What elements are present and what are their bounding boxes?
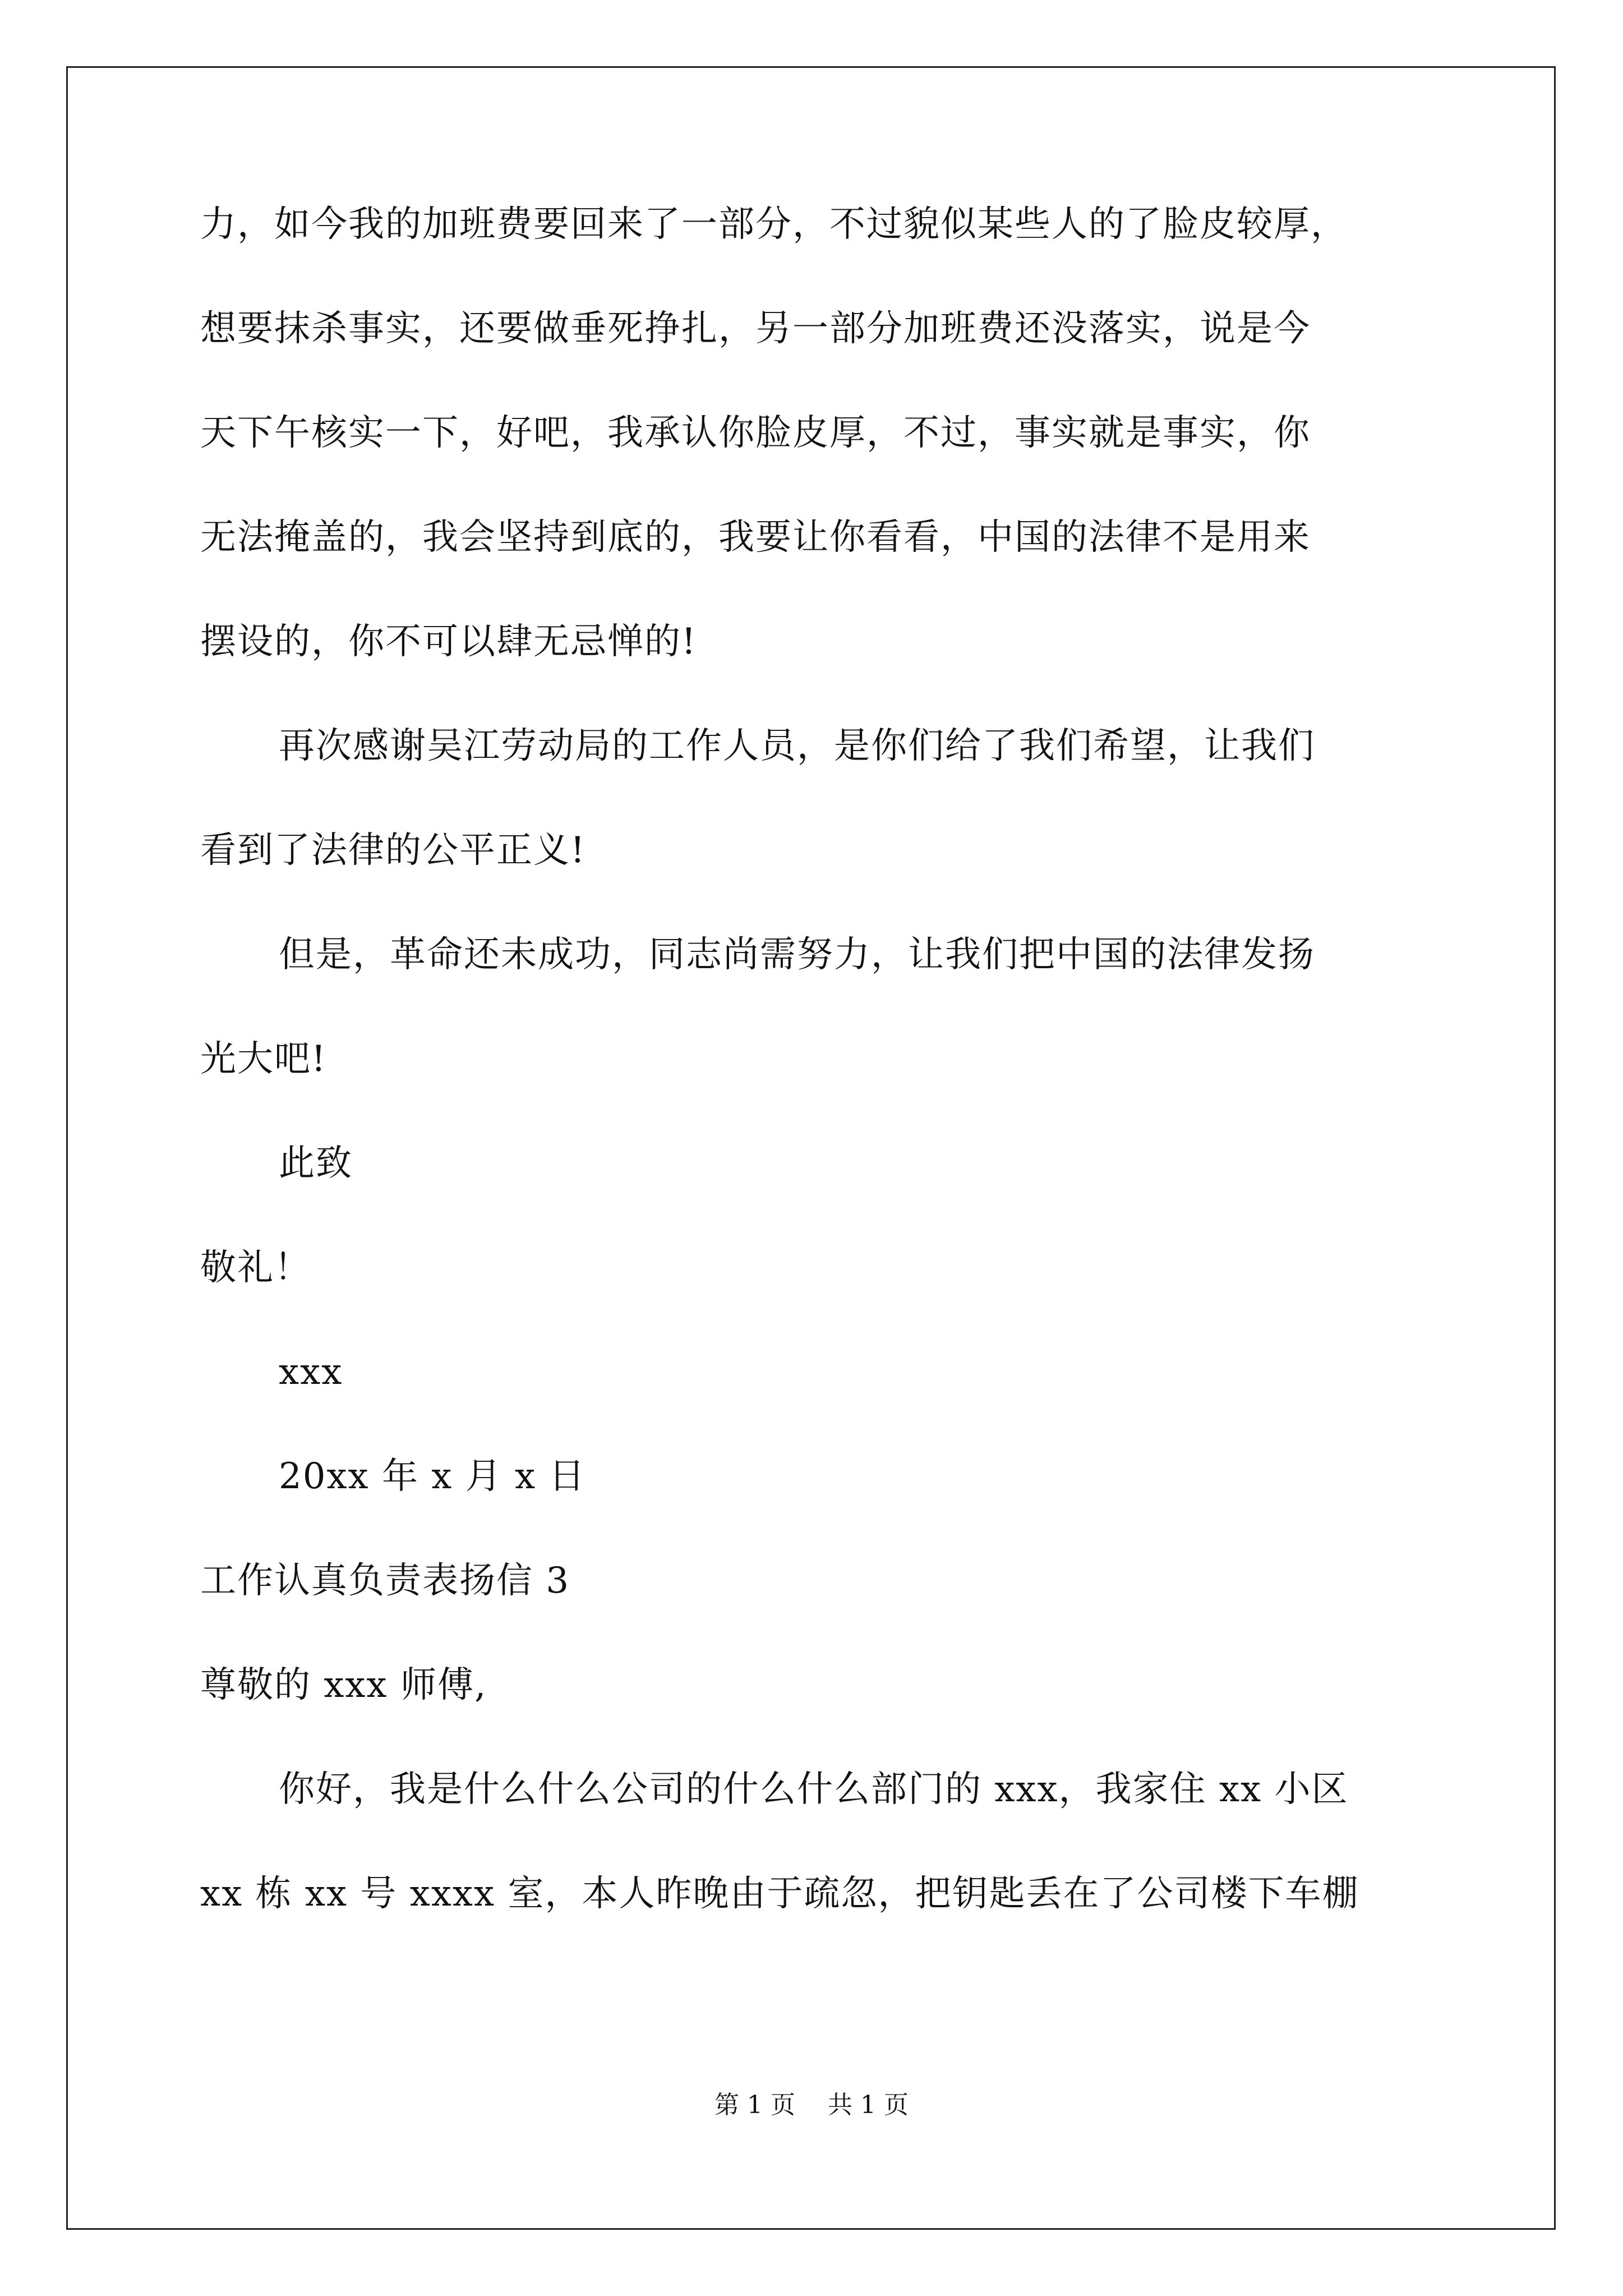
text-line: 但是，革命还未成功，同志尚需努力，让我们把中国的法律发扬 [279,934,1315,976]
page-footer [0,2090,1623,2121]
text-line: 看到了法律的公平正义! [200,830,586,871]
text-line: 想要抹杀事实，还要做垂死挣扎，另一部分加班费还没落实，说是今 [200,308,1311,349]
text-line: 摆设的，你不可以肆无忌惮的! [200,621,697,662]
text-line: xx 栋 xx 号 xxxx 室，本人昨晚由于疏忽，把钥匙丢在了公司楼下车棚 [200,1873,1359,1915]
signature-date: 20xx 年 x 月 x 日 [279,1456,586,1497]
text-line: 你好，我是什么什么公司的什么什么部门的 xxx，我家住 xx 小区 [279,1769,1349,1810]
section-title: 工作认真负责表扬信 3 [200,1560,570,1602]
page-total: 共 1 页 [828,2091,909,2119]
salutation: 敬礼！ [200,1247,311,1289]
closing-phrase: 此致 [279,1143,353,1184]
text-line: 再次感谢吴江劳动局的工作人员，是你们给了我们希望，让我们 [279,725,1315,767]
text-line: 天下午核实一下，好吧，我承认你脸皮厚，不过，事实就是事实，你 [200,412,1311,454]
signature-name: xxx [279,1351,343,1393]
text-line: 力，如今我的加班费要回来了一部分，不过貌似某些人的了脸皮较厚， [200,204,1348,245]
greeting: 尊敬的 xxx 师傅, [200,1664,487,1706]
text-line: 光大吧! [200,1038,327,1080]
page-number: 第 1 页 [714,2091,795,2119]
text-line: 无法掩盖的，我会坚持到底的，我要让你看看，中国的法律不是用来 [200,517,1311,558]
